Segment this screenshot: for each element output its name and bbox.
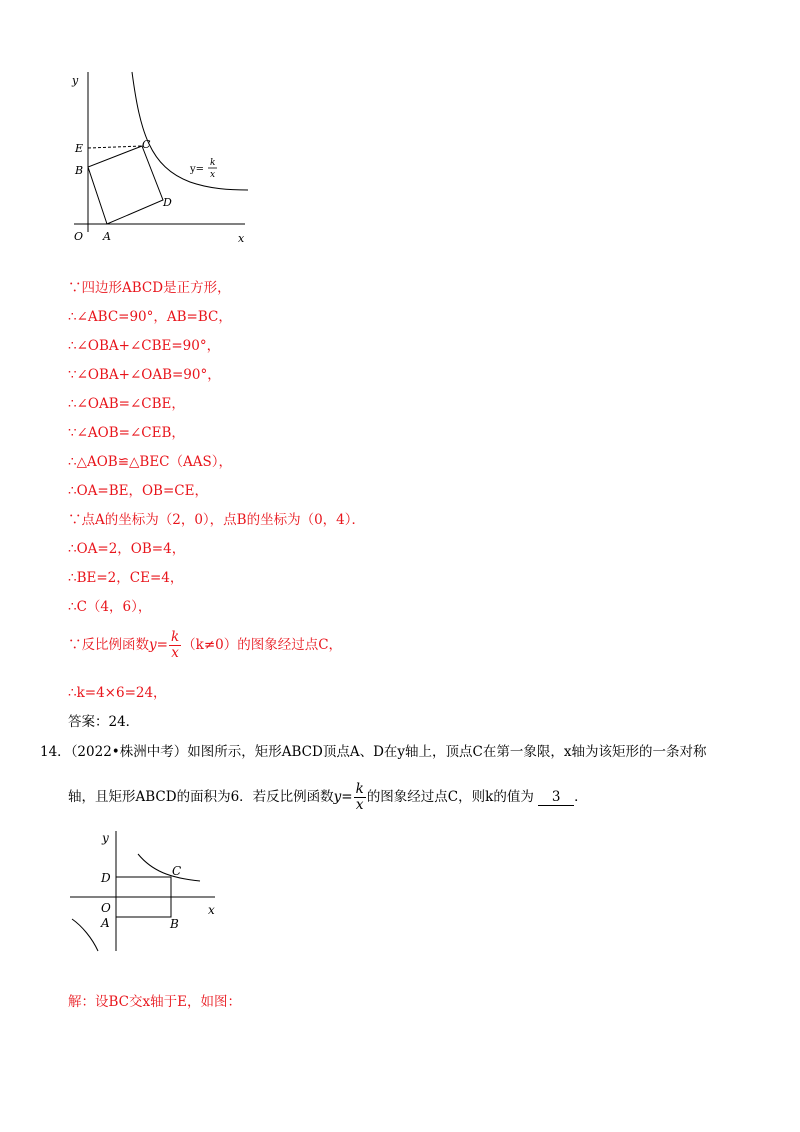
label-y: y xyxy=(102,831,109,845)
label-d: D xyxy=(163,196,172,209)
label-d: D xyxy=(101,871,111,885)
solution-inverse-line: ∵反比例函数y= $\frac{k}{x}$ （k≠0）的图象经过点C， xyxy=(68,629,343,661)
solution-line: ∴OA=2，OB=4， xyxy=(68,541,186,557)
label-a: A xyxy=(101,916,110,930)
curve-label-prefix: y= xyxy=(190,164,205,175)
label-b: B xyxy=(75,164,84,177)
curve-label-den: x xyxy=(210,170,216,180)
label-x: x xyxy=(238,232,245,245)
figure-rectangle-hyperbola xyxy=(70,826,230,956)
solution-line: ∵四边形ABCD是正方形， xyxy=(68,280,231,296)
fraction-k-over-x: $\frac{k}{x}$ xyxy=(170,629,180,661)
solution-line: ∵点A的坐标为（2，0），点B的坐标为（0，4）． xyxy=(68,512,366,528)
solution-line: ∴∠OBA+∠CBE=90°， xyxy=(68,338,221,354)
curve-label-num: k xyxy=(210,158,216,168)
solution-line: ∴∠ABC=90°，AB=BC， xyxy=(68,309,232,325)
label-y: y xyxy=(72,74,79,87)
hyperbola-branch-2 xyxy=(72,919,98,951)
solution-line: ∴OA=BE，OB=CE， xyxy=(68,483,208,499)
solution-line: ∵∠AOB=∠CEB， xyxy=(68,425,185,441)
label-o: O xyxy=(74,230,84,243)
label-o: O xyxy=(101,901,111,915)
answer-line: 答案：24． xyxy=(68,714,140,730)
solution-line: ∴C（4，6）， xyxy=(68,599,152,615)
label-b: B xyxy=(170,917,179,931)
label-e: E xyxy=(75,142,84,155)
solution-line: ∴BE=2，CE=4， xyxy=(68,570,184,586)
solution-line: ∴△AOB≌△BEC（AAS）， xyxy=(68,454,233,470)
solution-line: ∴k=4×6=24， xyxy=(68,685,167,701)
figure-square-hyperbola xyxy=(60,62,260,252)
solution-line: ∴∠OAB=∠CBE， xyxy=(68,396,185,412)
label-a: A xyxy=(103,230,111,243)
answer-blank: 3 xyxy=(538,789,574,806)
solution-line: ∵∠OBA+∠OAB=90°， xyxy=(68,367,221,383)
square-abcd xyxy=(88,146,163,224)
dashed-line-ec xyxy=(88,146,142,148)
question-14-line1: 14．（2022•株洲中考）如图所示，矩形ABCD顶点A、D在y轴上，顶点C在第一象限，x轴为该矩形的一条对称 xyxy=(40,744,707,760)
question-14-line2: 轴，且矩形ABCD的面积为6．若反比例函数y= $\frac{k}{x}$ 的图象经过点C，则k的值为 3 ． xyxy=(68,781,588,813)
label-c: C xyxy=(172,864,182,878)
fraction-k-over-x: $\frac{k}{x}$ xyxy=(355,781,364,813)
label-c: C xyxy=(142,138,151,151)
solution-14-line: 解：设BC交x轴于E，如图： xyxy=(68,994,241,1010)
label-x: x xyxy=(208,903,215,917)
